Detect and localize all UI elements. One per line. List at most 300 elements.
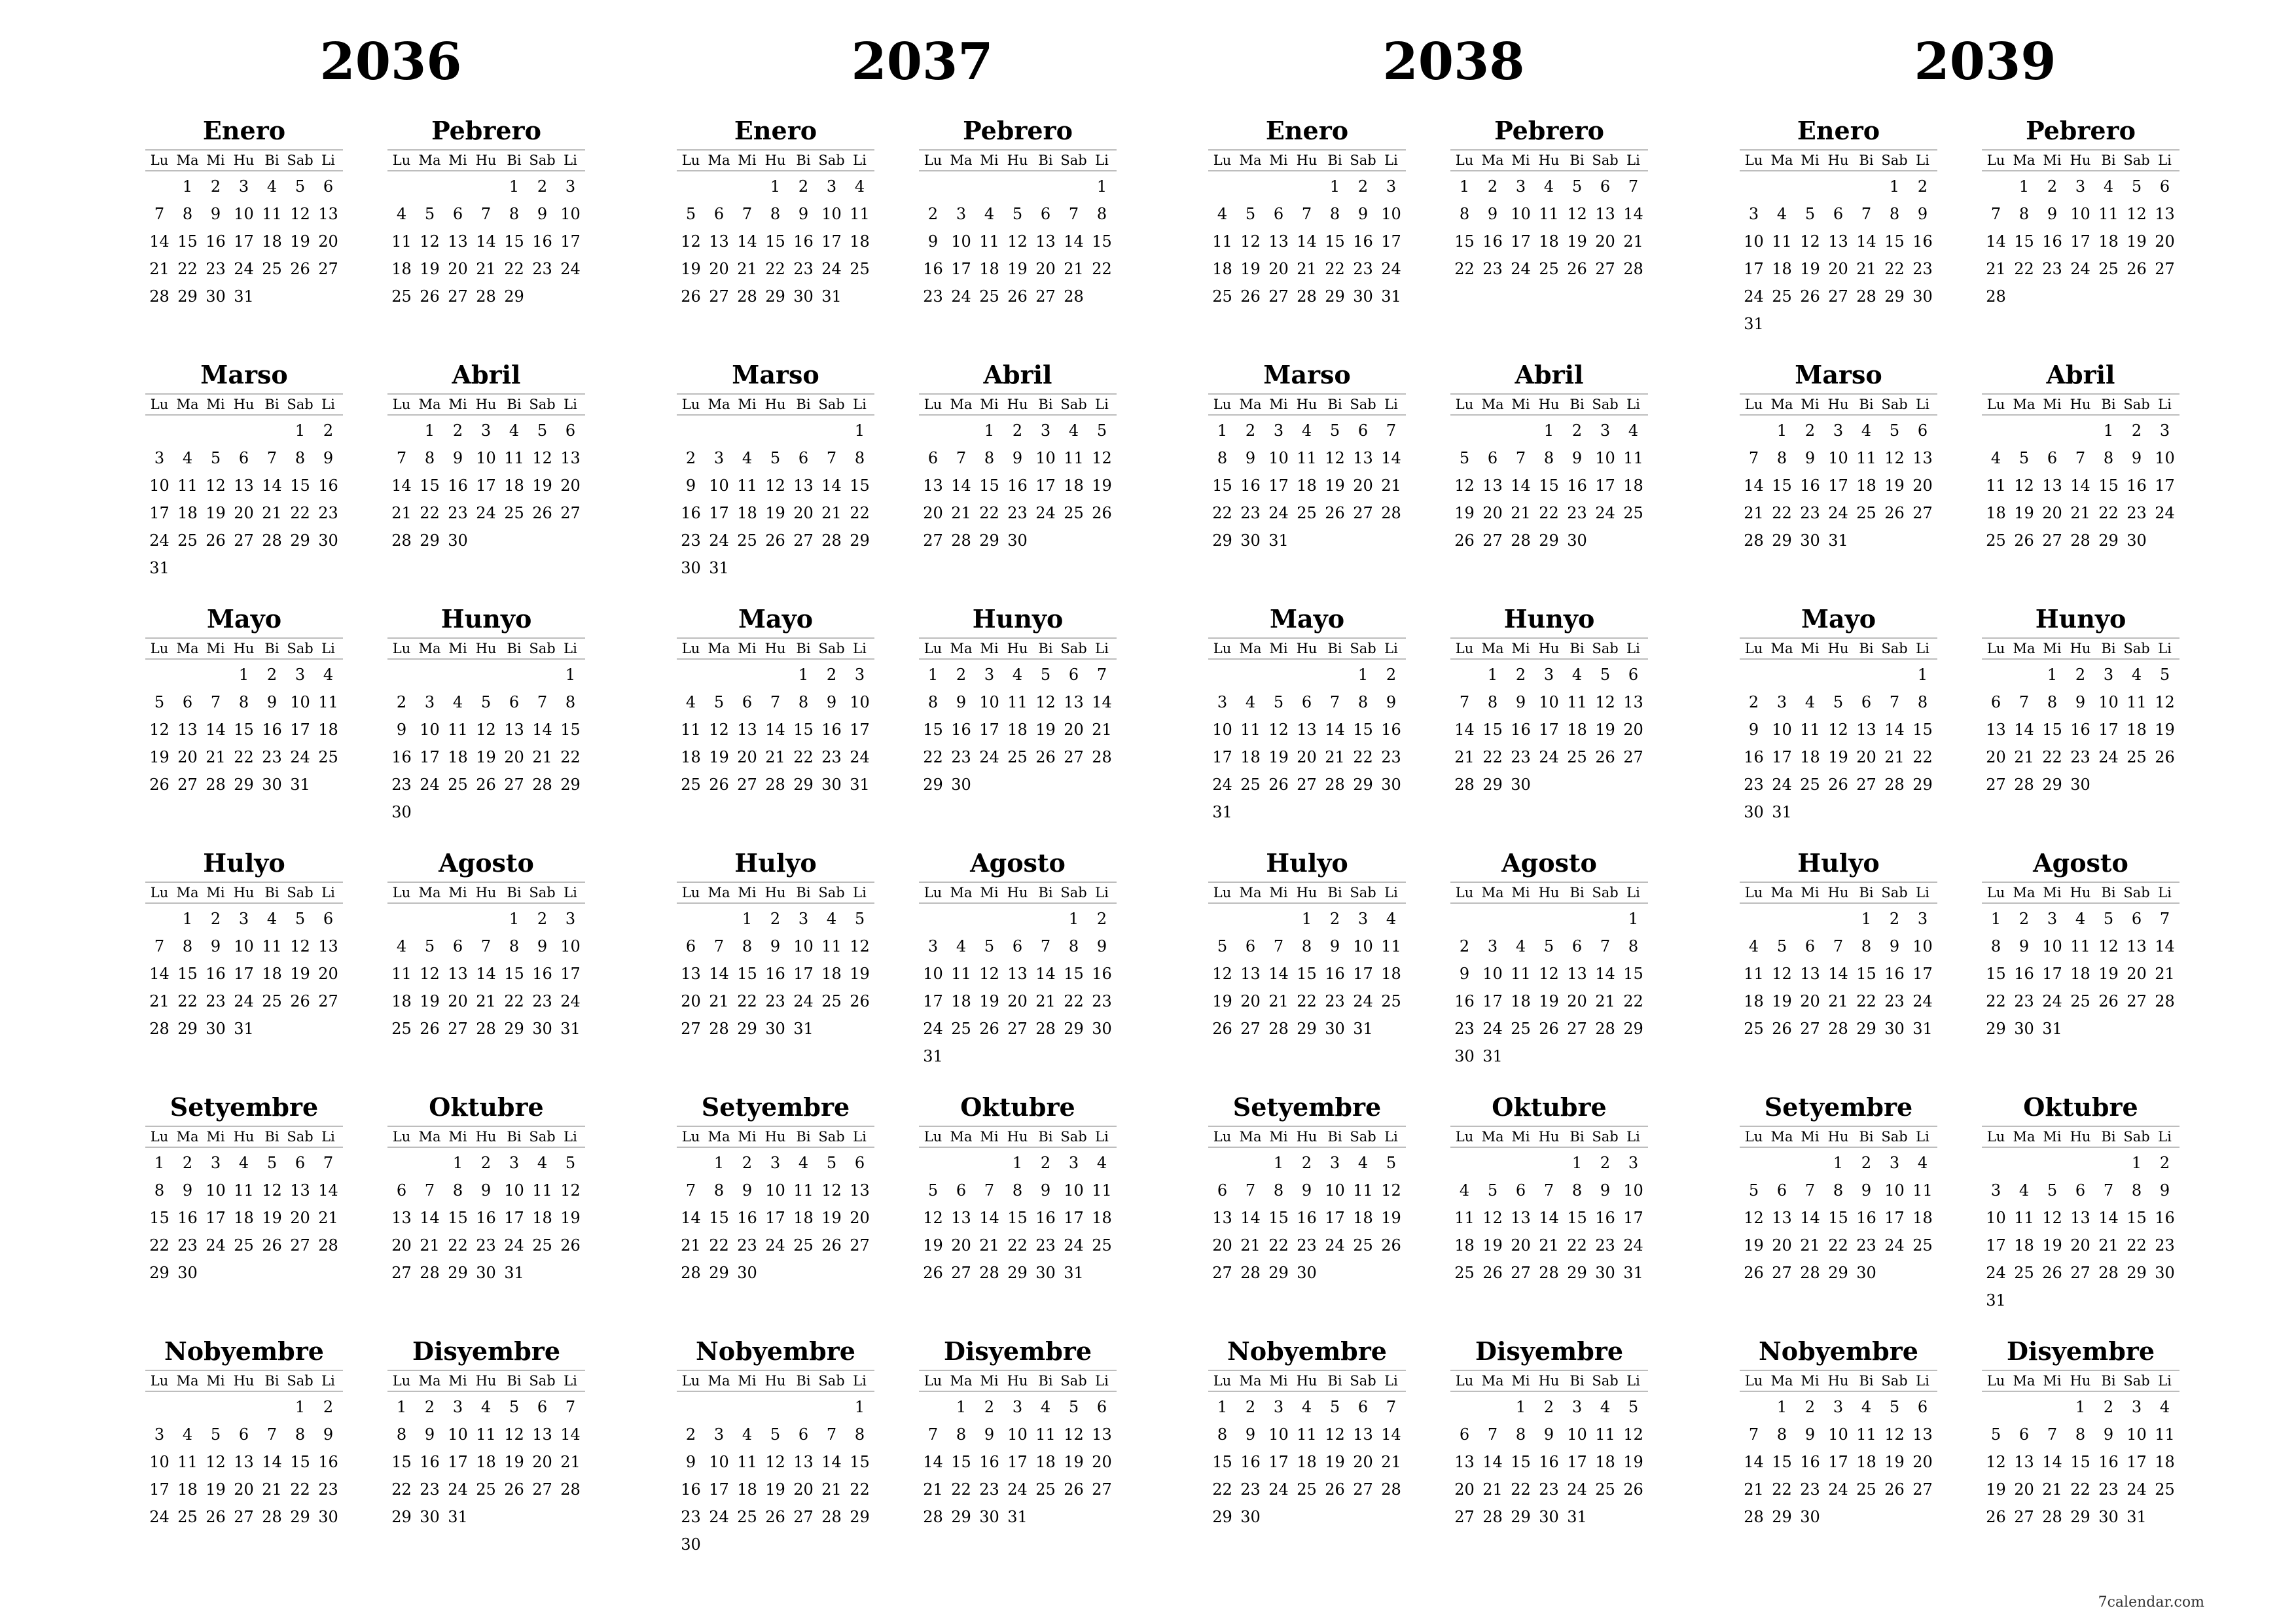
day-cell: 19 [1325, 1453, 1345, 1471]
day-cell: 4 [1301, 421, 1312, 440]
day-cell: 5 [210, 449, 221, 467]
weekday-label: Mi [206, 397, 225, 412]
weekday-label: Mi [448, 1129, 467, 1145]
weekday-label: Hu [1827, 641, 1849, 656]
day-cell: 24 [476, 504, 496, 522]
day-cell: 3 [2131, 1398, 2142, 1416]
day-cell: 3 [1776, 693, 1787, 711]
day-cell: 19 [206, 504, 226, 522]
day-cell: 30 [1800, 531, 1820, 550]
day-cell: 8 [238, 693, 249, 711]
day-cell: 30 [1035, 1264, 1056, 1282]
month-name: Hunyo [440, 604, 532, 633]
day-cell: 2 [2131, 421, 2142, 440]
day-cell: 27 [1353, 504, 1373, 522]
weekday-header-row [145, 1370, 343, 1392]
day-cell: 20 [2155, 232, 2175, 251]
day-cell: 28 [1482, 1508, 1503, 1526]
weekday-label: Li [2158, 885, 2172, 901]
day-cell: 7 [770, 693, 781, 711]
day-cell: 1 [770, 177, 781, 196]
weekday-label: Ma [2013, 397, 2036, 412]
day-cell: 16 [1567, 476, 1587, 495]
day-cell: 5 [1600, 666, 1611, 684]
day-cell: 11 [1064, 449, 1084, 467]
day-cell: 9 [537, 937, 548, 955]
day-cell: 14 [1454, 721, 1475, 739]
day-cell: 8 [295, 1425, 306, 1444]
day-cell: 18 [1744, 992, 1764, 1010]
day-cell: 6 [1990, 693, 2001, 711]
day-cell: 14 [1856, 232, 1876, 251]
day-cell: 24 [979, 748, 999, 766]
day-cell: 19 [149, 748, 170, 766]
day-cell: 25 [951, 1020, 971, 1038]
month-block [1450, 603, 1648, 826]
day-cell: 24 [1007, 1480, 1028, 1499]
day-cell: 30 [1539, 1508, 1559, 1526]
day-cell: 11 [391, 232, 412, 251]
day-cell: 22 [765, 260, 785, 278]
day-cell: 11 [681, 721, 701, 739]
weekday-label: Lu [392, 885, 411, 901]
weekday-label: Ma [950, 397, 973, 412]
weekday-label: Ma [1481, 641, 1504, 656]
day-cell: 26 [1268, 776, 1289, 794]
day-cell: 26 [1828, 776, 1848, 794]
month-name: Mayo [1269, 604, 1345, 633]
day-cell: 19 [821, 1209, 842, 1227]
day-cell: 13 [1800, 965, 1820, 983]
weekday-label: Li [1384, 641, 1398, 656]
day-cell: 11 [2070, 937, 2090, 955]
weekday-label: Sab [287, 152, 314, 168]
day-cell: 26 [1595, 748, 1615, 766]
day-cell: 24 [1623, 1236, 1643, 1255]
day-cell: 2 [323, 1398, 334, 1416]
month-block [387, 1336, 585, 1558]
day-cell: 10 [1828, 1425, 1848, 1444]
day-cell: 6 [1301, 693, 1312, 711]
day-cell: 15 [793, 721, 814, 739]
day-cell: 5 [1386, 1154, 1397, 1172]
day-cell: 9 [1459, 965, 1470, 983]
weekday-label: Mi [1269, 1129, 1288, 1145]
day-cell: 6 [1273, 205, 1284, 223]
weekday-header-row [1982, 1126, 2179, 1148]
day-cell: 5 [1329, 421, 1340, 440]
day-cell: 11 [1595, 1425, 1615, 1444]
day-cell: 13 [2155, 205, 2175, 223]
day-cell: 11 [1912, 1181, 1933, 1200]
day-cell: 2 [1804, 1398, 1816, 1416]
day-cell: 2 [984, 1398, 995, 1416]
weekday-label: Ma [418, 885, 441, 901]
day-cell: 15 [290, 476, 310, 495]
day-cell: 22 [1539, 504, 1559, 522]
day-cell: 9 [2075, 693, 2086, 711]
month-block [919, 603, 1117, 826]
day-cell: 31 [923, 1047, 943, 1065]
day-cell: 10 [1212, 721, 1232, 739]
day-cell: 14 [149, 965, 170, 983]
day-cell: 4 [1804, 693, 1816, 711]
day-cell: 27 [793, 1508, 814, 1526]
month-block [677, 1336, 874, 1558]
weekday-label: Bi [1859, 641, 1874, 656]
day-cell: 27 [2042, 531, 2062, 550]
weekday-label: Bi [1570, 641, 1585, 656]
day-cell: 12 [1828, 721, 1848, 739]
weekday-label: Li [1626, 1129, 1640, 1145]
day-cell: 10 [1268, 1425, 1289, 1444]
day-cell: 17 [1511, 232, 1531, 251]
weekday-label: Sab [1350, 641, 1376, 656]
day-cell: 19 [681, 260, 701, 278]
day-cell: 15 [1212, 476, 1232, 495]
day-cell: 29 [1539, 531, 1559, 550]
day-cell: 13 [709, 232, 729, 251]
day-cell: 15 [951, 1453, 971, 1471]
day-cell: 16 [1035, 1209, 1056, 1227]
weekday-label: Bi [264, 885, 279, 901]
day-cell: 24 [765, 1236, 785, 1255]
month-block [1450, 359, 1648, 582]
day-cell: 20 [1454, 1480, 1475, 1499]
day-cell: 20 [1353, 1453, 1373, 1471]
day-cell: 11 [1623, 449, 1643, 467]
day-cell: 21 [2155, 965, 2175, 983]
day-cell: 1 [1217, 421, 1228, 440]
day-cell: 29 [1064, 1020, 1084, 1038]
day-cell: 19 [1268, 748, 1289, 766]
day-cell: 22 [1353, 748, 1373, 766]
day-cell: 23 [1539, 1480, 1559, 1499]
day-cell: 20 [1212, 1236, 1232, 1255]
day-cell: 28 [681, 1264, 701, 1282]
day-cell: 30 [2070, 776, 2090, 794]
day-cell: 9 [537, 205, 548, 223]
weekday-label: Lu [924, 1129, 942, 1145]
day-cell: 13 [793, 1453, 814, 1471]
day-cell: 18 [504, 476, 524, 495]
day-cell: 27 [1240, 1020, 1261, 1038]
day-cell: 13 [532, 1425, 552, 1444]
day-cell: 10 [923, 965, 943, 983]
day-cell: 17 [420, 748, 440, 766]
day-cell: 16 [1240, 476, 1261, 495]
day-cell: 19 [560, 1209, 581, 1227]
day-cell: 13 [951, 1209, 971, 1227]
month-block [387, 847, 585, 1070]
month-block [145, 115, 343, 338]
day-cell: 21 [532, 748, 552, 766]
weekday-label: Lu [1213, 397, 1232, 412]
day-cell: 13 [1912, 1425, 1933, 1444]
month-block [1208, 1092, 1406, 1314]
day-cell: 15 [177, 232, 198, 251]
day-cell: 30 [318, 531, 338, 550]
day-cell: 7 [537, 693, 548, 711]
day-cell: 5 [1889, 1398, 1900, 1416]
day-cell: 31 [1268, 531, 1289, 550]
day-cell: 15 [923, 721, 943, 739]
day-cell: 17 [1064, 1209, 1084, 1227]
weekday-label: Ma [176, 641, 199, 656]
day-cell: 7 [480, 205, 492, 223]
day-cell: 10 [149, 1453, 170, 1471]
day-cell: 11 [1297, 1425, 1317, 1444]
weekday-label: Li [1626, 641, 1640, 656]
weekday-label: Mi [448, 885, 467, 901]
day-cell: 26 [476, 776, 496, 794]
day-cell: 26 [262, 1236, 282, 1255]
day-cell: 1 [742, 910, 753, 928]
day-cell: 7 [685, 1181, 696, 1200]
weekday-label: Mi [1269, 641, 1288, 656]
day-cell: 21 [1800, 1236, 1820, 1255]
day-cell: 15 [737, 965, 757, 983]
weekday-label: Lu [681, 152, 700, 168]
day-cell: 15 [1623, 965, 1643, 983]
day-cell: 6 [1245, 937, 1256, 955]
day-cell: 9 [1861, 1181, 1872, 1200]
day-cell: 27 [923, 531, 943, 550]
day-cell: 21 [1511, 504, 1531, 522]
day-cell: 26 [1325, 1480, 1345, 1499]
day-cell: 17 [793, 965, 814, 983]
day-cell: 15 [2098, 476, 2119, 495]
weekday-label: Lu [1986, 397, 2005, 412]
day-cell: 20 [1772, 1236, 1792, 1255]
weekday-label: Ma [950, 641, 973, 656]
day-cell: 14 [318, 1181, 338, 1200]
day-cell: 30 [206, 1020, 226, 1038]
day-cell: 20 [1800, 992, 1820, 1010]
day-cell: 25 [177, 1508, 198, 1526]
weekday-label: Hu [1007, 885, 1028, 901]
day-cell: 16 [448, 476, 468, 495]
day-cell: 11 [504, 449, 524, 467]
month-name: Hunyo [1503, 604, 1595, 633]
day-cell: 16 [1595, 1209, 1615, 1227]
day-cell: 17 [1539, 721, 1559, 739]
day-cell: 15 [1325, 232, 1345, 251]
day-cell: 4 [1748, 937, 1759, 955]
day-cell: 8 [1917, 693, 1928, 711]
day-cell: 27 [1297, 776, 1317, 794]
day-cell: 11 [979, 232, 999, 251]
day-cell: 3 [1515, 177, 1526, 196]
day-cell: 31 [1482, 1047, 1503, 1065]
weekday-label: Mi [738, 1129, 757, 1145]
day-cell: 7 [424, 1181, 435, 1200]
day-cell: 4 [1990, 449, 2001, 467]
day-cell: 28 [2155, 992, 2175, 1010]
day-cell: 8 [854, 1425, 865, 1444]
day-cell: 13 [681, 965, 701, 983]
day-cell: 18 [1212, 260, 1232, 278]
day-cell: 23 [1381, 748, 1401, 766]
day-cell: 8 [2018, 205, 2030, 223]
day-cell: 12 [1212, 965, 1232, 983]
day-cell: 14 [1240, 1209, 1261, 1227]
day-cell: 30 [765, 1020, 785, 1038]
weekday-label: Sab [287, 397, 314, 412]
day-cell: 29 [1856, 1020, 1876, 1038]
day-cell: 20 [1035, 260, 1056, 278]
weekday-label: Li [564, 397, 577, 412]
day-cell: 29 [765, 287, 785, 306]
day-cell: 13 [1092, 1425, 1112, 1444]
day-cell: 24 [1064, 1236, 1084, 1255]
weekday-label: Li [1095, 397, 1109, 412]
day-cell: 10 [1539, 693, 1559, 711]
day-cell: 9 [323, 449, 334, 467]
day-cell: 16 [821, 721, 842, 739]
month-name: Disyembre [412, 1336, 560, 1366]
day-cell: 25 [2070, 992, 2090, 1010]
weekday-label: Mi [1801, 1129, 1820, 1145]
day-cell: 30 [1381, 776, 1401, 794]
day-cell: 13 [290, 1181, 310, 1200]
day-cell: 10 [1353, 937, 1373, 955]
day-cell: 29 [1353, 776, 1373, 794]
month-block [387, 603, 585, 826]
day-cell: 10 [1828, 449, 1848, 467]
day-cell: 21 [1986, 260, 2006, 278]
day-cell: 25 [737, 1508, 757, 1526]
day-cell: 26 [2126, 260, 2147, 278]
day-cell: 13 [1007, 965, 1028, 983]
weekday-label: Mi [980, 1129, 999, 1145]
day-cell: 21 [149, 260, 170, 278]
day-cell: 20 [1986, 748, 2006, 766]
day-cell: 23 [2042, 260, 2062, 278]
day-cell: 25 [391, 287, 412, 306]
day-cell: 18 [1297, 476, 1317, 495]
day-cell: 30 [1800, 1508, 1820, 1526]
day-cell: 17 [1353, 965, 1373, 983]
day-cell: 26 [1381, 1236, 1401, 1255]
day-cell: 30 [1240, 1508, 1261, 1526]
day-cell: 27 [2014, 1508, 2034, 1526]
weekday-label: Li [1095, 641, 1109, 656]
weekday-label: Lu [1744, 1129, 1763, 1145]
weekday-header-row [1740, 637, 1937, 660]
day-cell: 28 [318, 1236, 338, 1255]
day-cell: 4 [798, 1154, 809, 1172]
weekday-label: Ma [1481, 885, 1504, 901]
day-cell: 24 [1912, 992, 1933, 1010]
day-cell: 9 [1748, 721, 1759, 739]
weekday-header-row [1982, 637, 2179, 660]
day-cell: 5 [1012, 205, 1023, 223]
day-cell: 5 [1329, 1398, 1340, 1416]
day-cell: 19 [1212, 992, 1232, 1010]
day-cell: 19 [1623, 1453, 1643, 1471]
day-cell: 20 [737, 748, 757, 766]
day-cell: 12 [709, 721, 729, 739]
day-cell: 5 [1245, 205, 1256, 223]
day-cell: 12 [1064, 1425, 1084, 1444]
day-cell: 13 [850, 1181, 870, 1200]
day-cell: 18 [391, 992, 412, 1010]
day-cell: 10 [1744, 232, 1764, 251]
day-cell: 23 [2098, 1480, 2119, 1499]
day-cell: 8 [1217, 449, 1228, 467]
day-cell: 8 [1776, 449, 1787, 467]
weekday-label: Sab [2123, 641, 2150, 656]
day-cell: 26 [1884, 504, 1905, 522]
weekday-label: Sab [1592, 152, 1619, 168]
day-cell: 8 [452, 1181, 463, 1200]
day-cell: 14 [2070, 476, 2090, 495]
day-cell: 24 [1268, 504, 1289, 522]
day-cell: 11 [737, 476, 757, 495]
day-cell: 6 [238, 449, 249, 467]
day-cell: 13 [1511, 1209, 1531, 1227]
day-cell: 15 [1567, 1209, 1587, 1227]
day-cell: 9 [452, 449, 463, 467]
day-cell: 22 [177, 260, 198, 278]
day-cell: 13 [2014, 1453, 2034, 1471]
day-cell: 14 [1744, 476, 1764, 495]
day-cell: 22 [1912, 748, 1933, 766]
weekday-label: Hu [2070, 397, 2091, 412]
day-cell: 4 [826, 910, 837, 928]
day-cell: 17 [560, 965, 581, 983]
day-cell: 7 [1861, 205, 1872, 223]
day-cell: 19 [1240, 260, 1261, 278]
day-cell: 22 [1268, 1236, 1289, 1255]
day-cell: 10 [709, 476, 729, 495]
day-cell: 4 [742, 1425, 753, 1444]
day-cell: 6 [2018, 1425, 2030, 1444]
weekday-label: Sab [1350, 1129, 1376, 1145]
weekday-label: Mi [980, 397, 999, 412]
day-cell: 21 [765, 748, 785, 766]
day-cell: 26 [1539, 1020, 1559, 1038]
day-cell: 18 [1007, 721, 1028, 739]
day-cell: 19 [1884, 476, 1905, 495]
day-cell: 14 [1595, 965, 1615, 983]
day-cell: 15 [448, 1209, 468, 1227]
day-cell: 3 [927, 937, 939, 955]
day-cell: 18 [1800, 748, 1820, 766]
day-cell: 25 [262, 260, 282, 278]
day-cell: 15 [1297, 965, 1317, 983]
day-cell: 7 [210, 693, 221, 711]
day-cell: 22 [177, 992, 198, 1010]
day-cell: 24 [1212, 776, 1232, 794]
day-cell: 23 [737, 1236, 757, 1255]
weekday-label: Mi [738, 397, 757, 412]
day-cell: 28 [391, 531, 412, 550]
day-cell: 23 [1007, 504, 1028, 522]
weekday-label: Mi [1269, 1373, 1288, 1389]
weekday-header-row [919, 1126, 1117, 1148]
day-cell: 13 [1268, 232, 1289, 251]
day-cell: 5 [1487, 1181, 1498, 1200]
day-cell: 30 [318, 1508, 338, 1526]
day-cell: 6 [1217, 1181, 1228, 1200]
weekday-label: Lu [924, 397, 942, 412]
day-cell: 9 [1245, 449, 1256, 467]
weekday-label: Hu [233, 641, 255, 656]
day-cell: 4 [396, 937, 407, 955]
day-cell: 10 [234, 205, 254, 223]
